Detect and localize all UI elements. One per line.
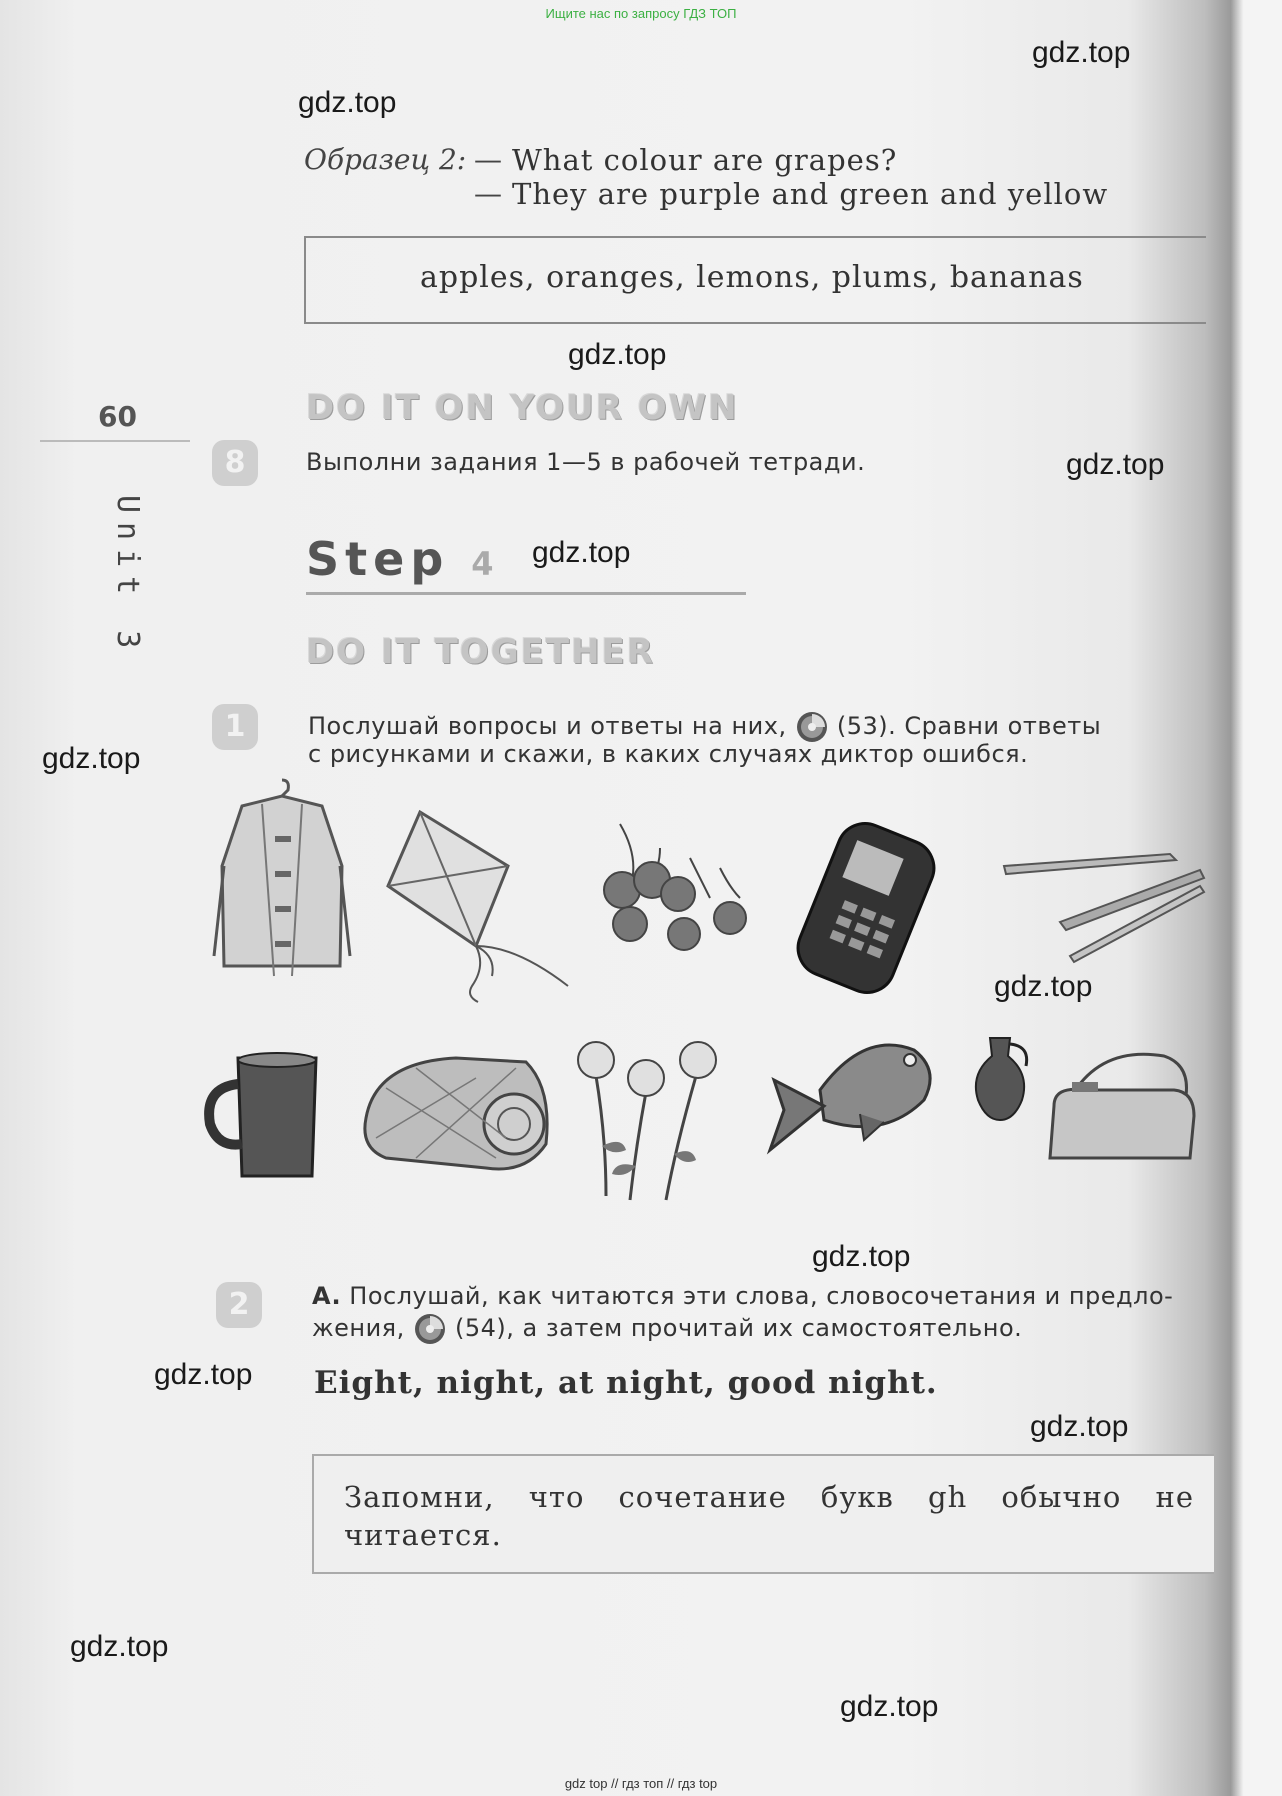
watermark: gdz.top xyxy=(840,1690,939,1723)
roses-picture xyxy=(566,1036,726,1206)
step-rule xyxy=(306,592,746,595)
top-search-link[interactable]: Ищите нас по запросу ГДЗ ТОП xyxy=(545,6,737,21)
task-number-badge: 8 xyxy=(212,440,258,486)
task-text: Выполни задания 1—5 в рабочей тетради. xyxy=(306,448,866,476)
watermark: gdz.top xyxy=(994,970,1093,1003)
step-title xyxy=(306,532,500,586)
section-heading-own: DO IT ON YOUR OWN xyxy=(306,388,739,428)
task2-line2-before: жения, xyxy=(312,1314,405,1342)
task2-line1 xyxy=(312,1282,1173,1310)
watermark: gdz.top xyxy=(42,742,141,775)
fish-picture xyxy=(764,1030,940,1170)
jug-picture xyxy=(966,1034,1036,1124)
watermark: gdz.top xyxy=(70,1630,169,1663)
task1-track: (53). Сравни ответы xyxy=(836,712,1102,740)
handbag-picture xyxy=(1044,1046,1204,1166)
watermark: gdz.top xyxy=(1032,36,1131,69)
watermark: gdz.top xyxy=(812,1240,911,1273)
example-question: What colour are grapes? xyxy=(512,143,898,177)
watermark: gdz.top xyxy=(568,338,667,371)
cherries-picture xyxy=(600,818,760,968)
reading-phrase: Eight, night, at night, good night. xyxy=(314,1365,938,1401)
watermark: gdz.top xyxy=(154,1358,253,1391)
kite-picture xyxy=(378,806,578,1006)
section-heading-together: DO IT TOGETHER xyxy=(306,632,655,672)
audio-cd-icon[interactable] xyxy=(413,1312,447,1346)
step-label: Step xyxy=(306,532,450,586)
step-number: 4 xyxy=(471,545,500,583)
page-number: 60 xyxy=(98,400,137,433)
example-label: Образец 2: xyxy=(304,143,467,176)
dash: — xyxy=(474,143,502,176)
pencils-picture xyxy=(1000,846,1206,966)
task-number-badge: 2 xyxy=(216,1282,262,1328)
dash: — xyxy=(474,177,502,210)
word-box-text: apples, oranges, lemons, plums, bananas xyxy=(420,260,1084,295)
task2-line2 xyxy=(312,1312,1022,1346)
mug-picture xyxy=(202,1048,322,1182)
bottom-link[interactable]: gdz top // гдз топ // гдз top xyxy=(564,1776,718,1791)
unit-label: Unit 3 xyxy=(110,495,145,658)
margin-rule xyxy=(40,440,190,442)
task-number-badge: 1 xyxy=(212,704,258,750)
task2-part: A. xyxy=(312,1282,342,1310)
task1-line2: с рисунками и скажи, в каких случаях диктор ошибся. xyxy=(308,740,1029,768)
mobile-phone-picture xyxy=(786,818,956,998)
watermark: gdz.top xyxy=(532,536,631,569)
watermark: gdz.top xyxy=(1066,448,1165,481)
task1-line1 xyxy=(308,710,1101,744)
task2-line2-after: (54), а затем прочитай их самостоятельно. xyxy=(455,1314,1023,1342)
audio-cd-icon[interactable] xyxy=(795,710,829,744)
sleeping-bag-picture xyxy=(356,1048,556,1178)
note-text: Запомни, что сочетание букв gh обычно не читается. xyxy=(344,1480,1194,1552)
example-answer: They are purple and green and yellow xyxy=(512,177,1109,211)
watermark: gdz.top xyxy=(298,86,397,119)
coat-picture xyxy=(212,776,352,986)
watermark: gdz.top xyxy=(1030,1410,1129,1443)
task2-line1-text: Послушай, как читаются эти слова, словосочетания и предло- xyxy=(349,1282,1174,1310)
task1-text-before: Послушай вопросы и ответы на них, xyxy=(308,712,787,740)
